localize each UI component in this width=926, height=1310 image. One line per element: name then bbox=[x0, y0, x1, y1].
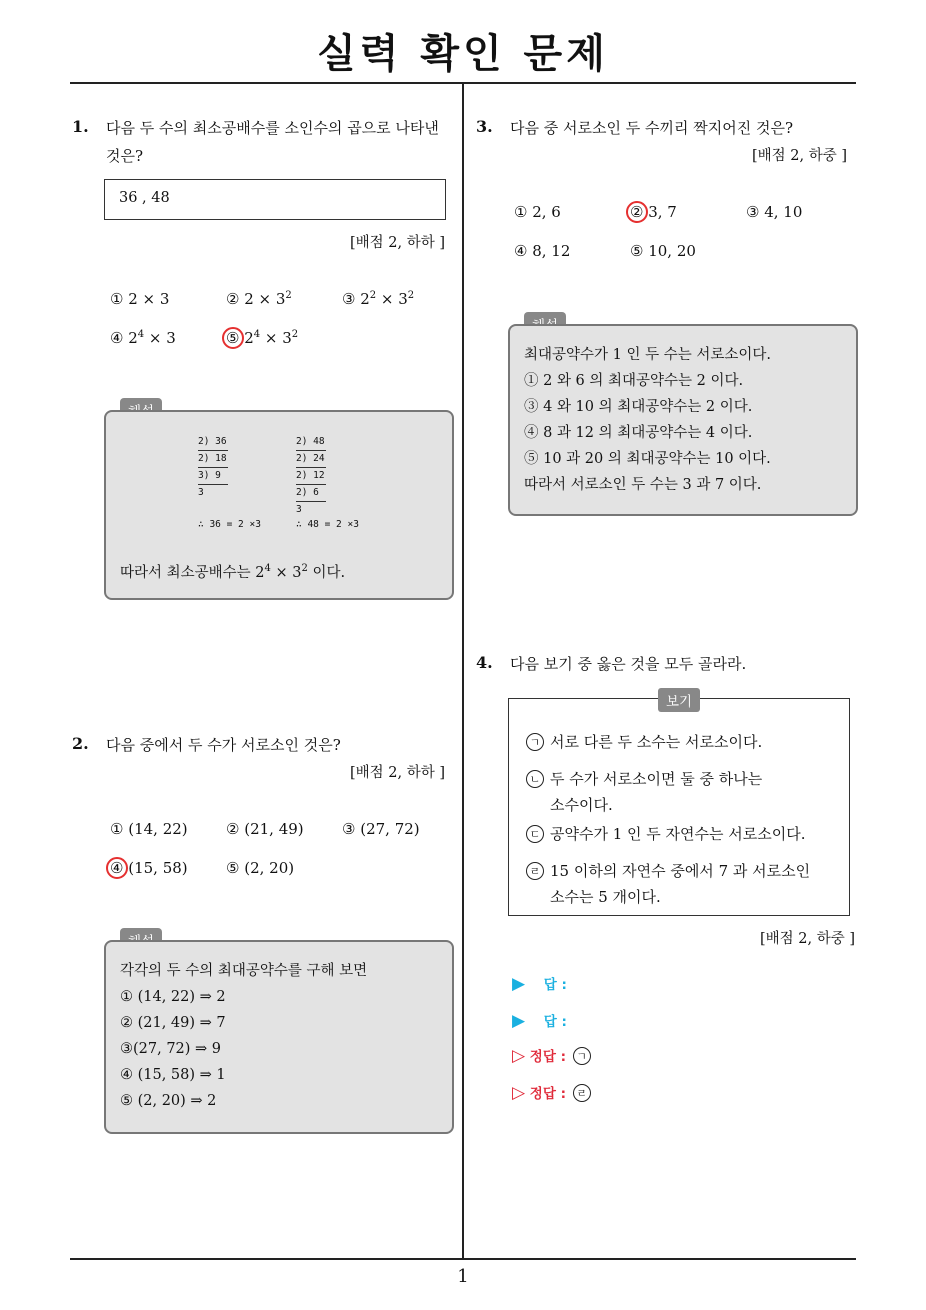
q2-meta: [배점 2, 하하 ] bbox=[350, 765, 446, 781]
correct-answer-label-1: 정답 : bbox=[529, 1049, 566, 1065]
q1-number: 1. bbox=[72, 117, 89, 136]
q2-choice-2[interactable]: ② (21, 49) bbox=[226, 820, 304, 838]
q4-item-2-mark: ㄴ bbox=[526, 770, 544, 788]
q4-item-1-mark: ㄱ bbox=[526, 733, 544, 751]
q1-division-right: 2) 48 2) 24 2) 12 2) 6 3 bbox=[296, 436, 325, 515]
answer-arrow-1: ▶ bbox=[512, 974, 526, 994]
answer-row-1[interactable] bbox=[512, 973, 567, 994]
q1-text bbox=[106, 114, 439, 170]
q2-choice-4[interactable]: ④ (15, 58) bbox=[110, 859, 188, 877]
q1-solution-box bbox=[104, 410, 454, 600]
q3-choice-5[interactable]: ⑤ 10, 20 bbox=[630, 242, 696, 260]
q3-number: 3. bbox=[476, 117, 493, 136]
correct-answer-label-2: 정답 : bbox=[529, 1086, 566, 1102]
q3-choice-4[interactable]: ④ 8, 12 bbox=[514, 242, 571, 260]
q1-division-left: 2) 36 2) 18 3) 9 3 bbox=[198, 436, 227, 498]
correct-answer-row-1 bbox=[512, 1045, 597, 1066]
q3-selected-circle bbox=[626, 201, 648, 223]
q4-item-1: ㄱ 서로 다른 두 소수는 서로소이다. bbox=[526, 729, 762, 755]
q2-choice-3[interactable]: ③ (27, 72) bbox=[342, 820, 420, 838]
q1-conclusion: 따라서 최소공배수는 $2^4 \times 3^2$ 이다. bbox=[120, 563, 346, 581]
q4-text: 다음 보기 중 옳은 것을 모두 골라라. bbox=[510, 655, 747, 673]
q3-choice-1[interactable]: ① 2, 6 bbox=[514, 203, 561, 221]
correct-answer-row-2 bbox=[512, 1082, 597, 1103]
q2-choice-1[interactable]: ① (14, 22) bbox=[110, 820, 188, 838]
q2-text: 다음 중에서 두 수가 서로소인 것은? bbox=[106, 736, 341, 754]
q1-choice-5[interactable]: ⑤ $2^4 \times 3^2$ bbox=[226, 329, 299, 347]
q1-text-line1: 다음 두 수의 최소공배수를 소인수의 곱으로 나타낸 bbox=[106, 119, 439, 137]
q4-item-4: ㄹ 15 이하의 자연수 중에서 7 과 서로소인 소수는 5 개이다. bbox=[526, 858, 810, 910]
q3-text: 다음 중 서로소인 두 수끼리 짝지어진 것은? bbox=[510, 119, 793, 137]
q4-item-3: ㄷ 공약수가 1 인 두 자연수는 서로소이다. bbox=[526, 821, 806, 847]
answer-label-1: 답 : bbox=[543, 977, 567, 993]
q3-solution-text: 최대공약수가 1 인 두 수는 서로소이다. ① 2 와 6 의 최대공약수는 2 이다. ③ 4 와 10 의 최대공약수는 2 이다. ④ 8 과 12 의 최대공약수는 4 이다. ⑤ 10 과 20 의 최대공약수는 10 이다. 따라서 서로소인 두 수는 3 과 7 이다. bbox=[524, 347, 771, 493]
q2-solution-text: 각각의 두 수의 최대공약수를 구해 보면 ① (14, 22) ⇒ 2 ② (21, 49) ⇒ 7 ③(27, 72) ⇒ 9 ④ (15, 58) ⇒ 1 ⑤ (2, 20) ⇒ 2 bbox=[120, 963, 368, 1109]
q3-solution-box bbox=[508, 324, 858, 516]
page-number: 1 bbox=[457, 1266, 469, 1287]
q3-choice-2[interactable]: ② 3, 7 bbox=[630, 203, 677, 221]
q4-item-3-mark: ㄷ bbox=[526, 825, 544, 843]
q1-choice-4[interactable]: ④ $2^4 \times 3$ bbox=[110, 329, 176, 347]
correct-answer-value-1: ㄱ bbox=[573, 1047, 591, 1065]
answer-arrow-2: ▶ bbox=[512, 1011, 526, 1031]
q4-bogi-tag: 보기 bbox=[658, 688, 700, 712]
q2-selected-circle bbox=[106, 857, 128, 879]
q4-meta: [배점 2, 하중 ] bbox=[760, 931, 856, 947]
q1-result-right: ∴ 48 = 2 ×3 bbox=[296, 519, 359, 530]
q4-item-2: ㄴ 두 수가 서로소이면 둘 중 하나는 소수이다. bbox=[526, 766, 762, 818]
q1-text-line2: 것은? bbox=[106, 147, 144, 165]
q4-number: 4. bbox=[476, 653, 493, 672]
correct-answer-value-2: ㄹ bbox=[573, 1084, 591, 1102]
q1-choice-1[interactable]: ① 2 × 3 bbox=[110, 290, 170, 308]
q3-meta: [배점 2, 하중 ] bbox=[752, 148, 848, 164]
page-title: 실력 확인 문제 bbox=[317, 31, 609, 77]
q2-number: 2. bbox=[72, 734, 89, 753]
q2-solution-box bbox=[104, 940, 454, 1134]
footer-rule bbox=[70, 1258, 856, 1260]
q1-selected-circle bbox=[222, 327, 244, 349]
q3-choice-3[interactable]: ③ 4, 10 bbox=[746, 203, 803, 221]
column-divider bbox=[462, 82, 464, 1260]
correct-answer-arrow-1: ▷ bbox=[512, 1046, 526, 1066]
q1-result-left: ∴ 36 = 2 ×3 bbox=[198, 519, 261, 530]
q2-choice-5[interactable]: ⑤ (2, 20) bbox=[226, 859, 295, 877]
correct-answer-arrow-2: ▷ bbox=[512, 1083, 526, 1103]
answer-label-2: 답 : bbox=[543, 1014, 567, 1030]
q1-meta: [배점 2, 하하 ] bbox=[350, 235, 446, 251]
answer-row-2[interactable] bbox=[512, 1010, 567, 1031]
q1-choice-3[interactable]: ③ $2^2 \times 3^2$ bbox=[342, 290, 415, 308]
q1-choice-2[interactable]: ② $2 \times 3^2$ bbox=[226, 290, 292, 308]
q1-given-box bbox=[104, 179, 446, 220]
q4-item-4-mark: ㄹ bbox=[526, 862, 544, 880]
q1-given-numbers: 36 , 48 bbox=[119, 190, 170, 206]
